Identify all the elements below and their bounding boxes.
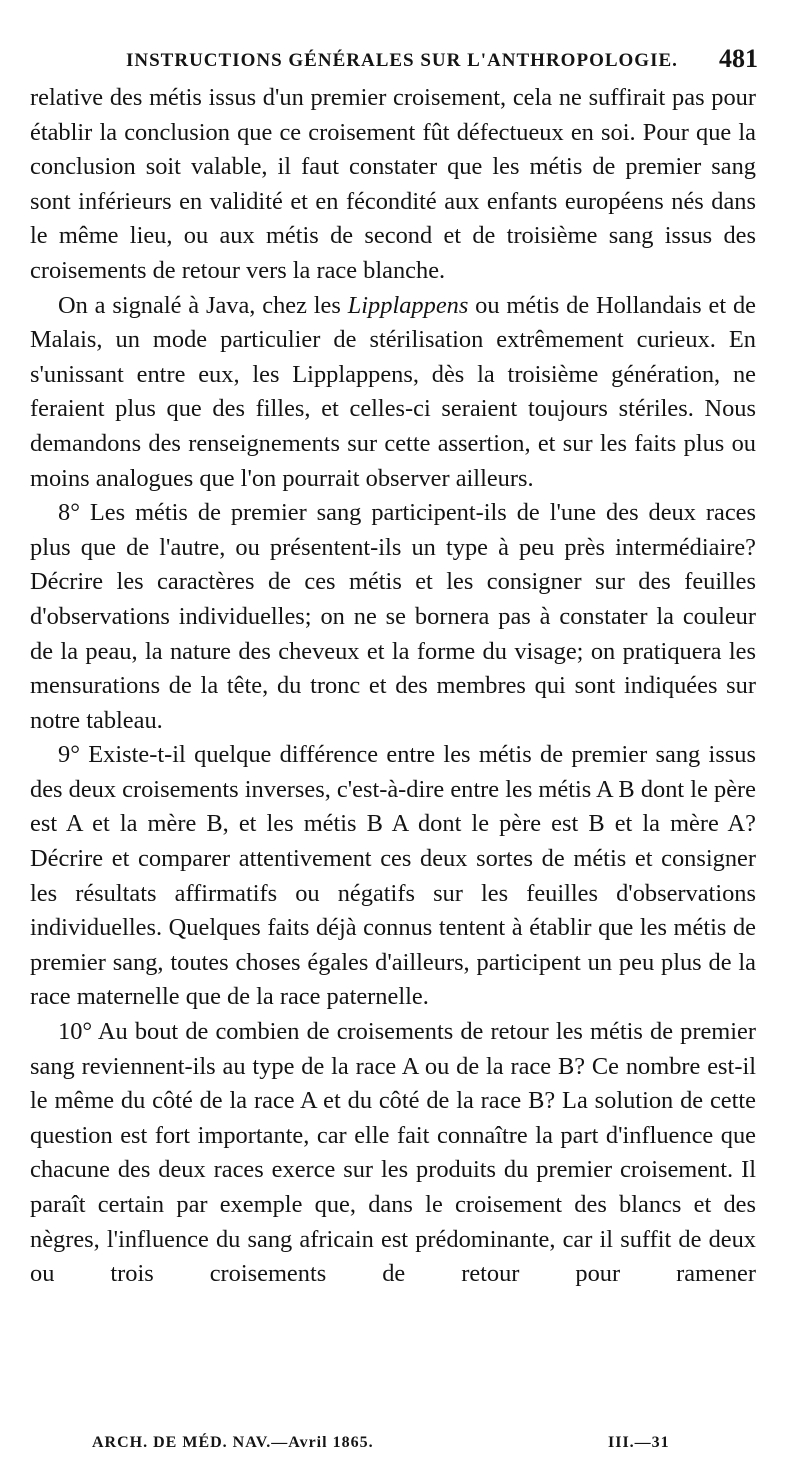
- running-header: [30, 44, 760, 80]
- page-number: 481: [719, 44, 758, 73]
- running-title: INSTRUCTIONS GÉNÉRALES SUR L'ANTHROPOLOGIE.: [126, 50, 678, 71]
- journal-citation: ARCH. DE MÉD. NAV.—Avril 1865.: [92, 1434, 374, 1451]
- page-footer: [30, 1434, 760, 1460]
- paragraph-java-text-b: ou métis de Hollandais et de Malais, un mode particulier de stérilisation extrêmement curieux. En s'unissant entre eux, les Lipplappens, dès la troisième génération, ne feraient plus que des filles, et celles-ci seraient toujours stériles. Nous demandons des renseignements sur cette assertion, et sur les faits plus ou moins analogues que l'on pourrait observer ailleurs.: [30, 291, 756, 492]
- paragraph-continued: relative des métis issus d'un premier croisement, cela ne suffirait pas pour établir la conclusion que ce croisement fût défectueux en soi. Pour que la conclusion soit valable, il faut constater que les métis de premier sang sont inférieurs en validité et en fécondité aux enfants européens nés dans le même lieu, ou aux métis de second et de troisième sang issus des croisements de retour vers la race blanche.: [30, 84, 756, 284]
- paragraph-question-10: 10° Au bout de combien de croisements de retour les métis de premier sang reviennent-ils au type de la race A ou de la race B? Ce nombre est-il le même du côté de la race A et du côté de la race B? La solution de cette question est fort importante, car elle fait connaître la part d'influence que chacune des deux races exerce sur les produits du premier croisement. Il paraît certain par exemple que, dans le croisement des blancs et des nègres, l'influence du sang africain est prédominante, car il suffit de deux ou trois croisements de retour pour ramener: [30, 1018, 756, 1288]
- paragraph-question-8: 8° Les métis de premier sang participent-ils de l'une des deux races plus que de l'autre, ou présentent-ils un type à peu près intermédiaire? Décrire les caractères de ces métis et les consigner sur des feuilles d'observations individuelles; on ne se bornera pas à constater la couleur de la peau, la nature des cheveux et la forme du visage; on pratiquera les mensurations de la tête, du tronc et des membres qui sont indiquées sur notre tableau.: [30, 499, 756, 734]
- paragraph-question-9: 9° Existe-t-il quelque différence entre les métis de premier sang issus des deux croisements inverses, c'est-à-dire entre les métis A B dont le père est A et la mère B, et les métis B A dont le père est B et la mère A? Décrire et comparer attentivement ces deux sortes de métis et consigner les résultats affirmatifs ou négatifs sur les feuilles d'observations individuelles. Quelques faits déjà connus tentent à établir que les métis de premier sang, toutes choses égales d'ailleurs, participent un peu plus de la race maternelle que de la race paternelle.: [30, 741, 756, 1011]
- body-text: [30, 81, 756, 1292]
- document-page: [30, 0, 760, 1471]
- paragraph-java: [30, 289, 756, 497]
- signature-mark: III.—31: [608, 1434, 670, 1451]
- lipplappens-term: Lipplappens: [347, 291, 469, 319]
- paragraph-java-text-a: On a signalé à Java, chez les: [58, 291, 348, 319]
